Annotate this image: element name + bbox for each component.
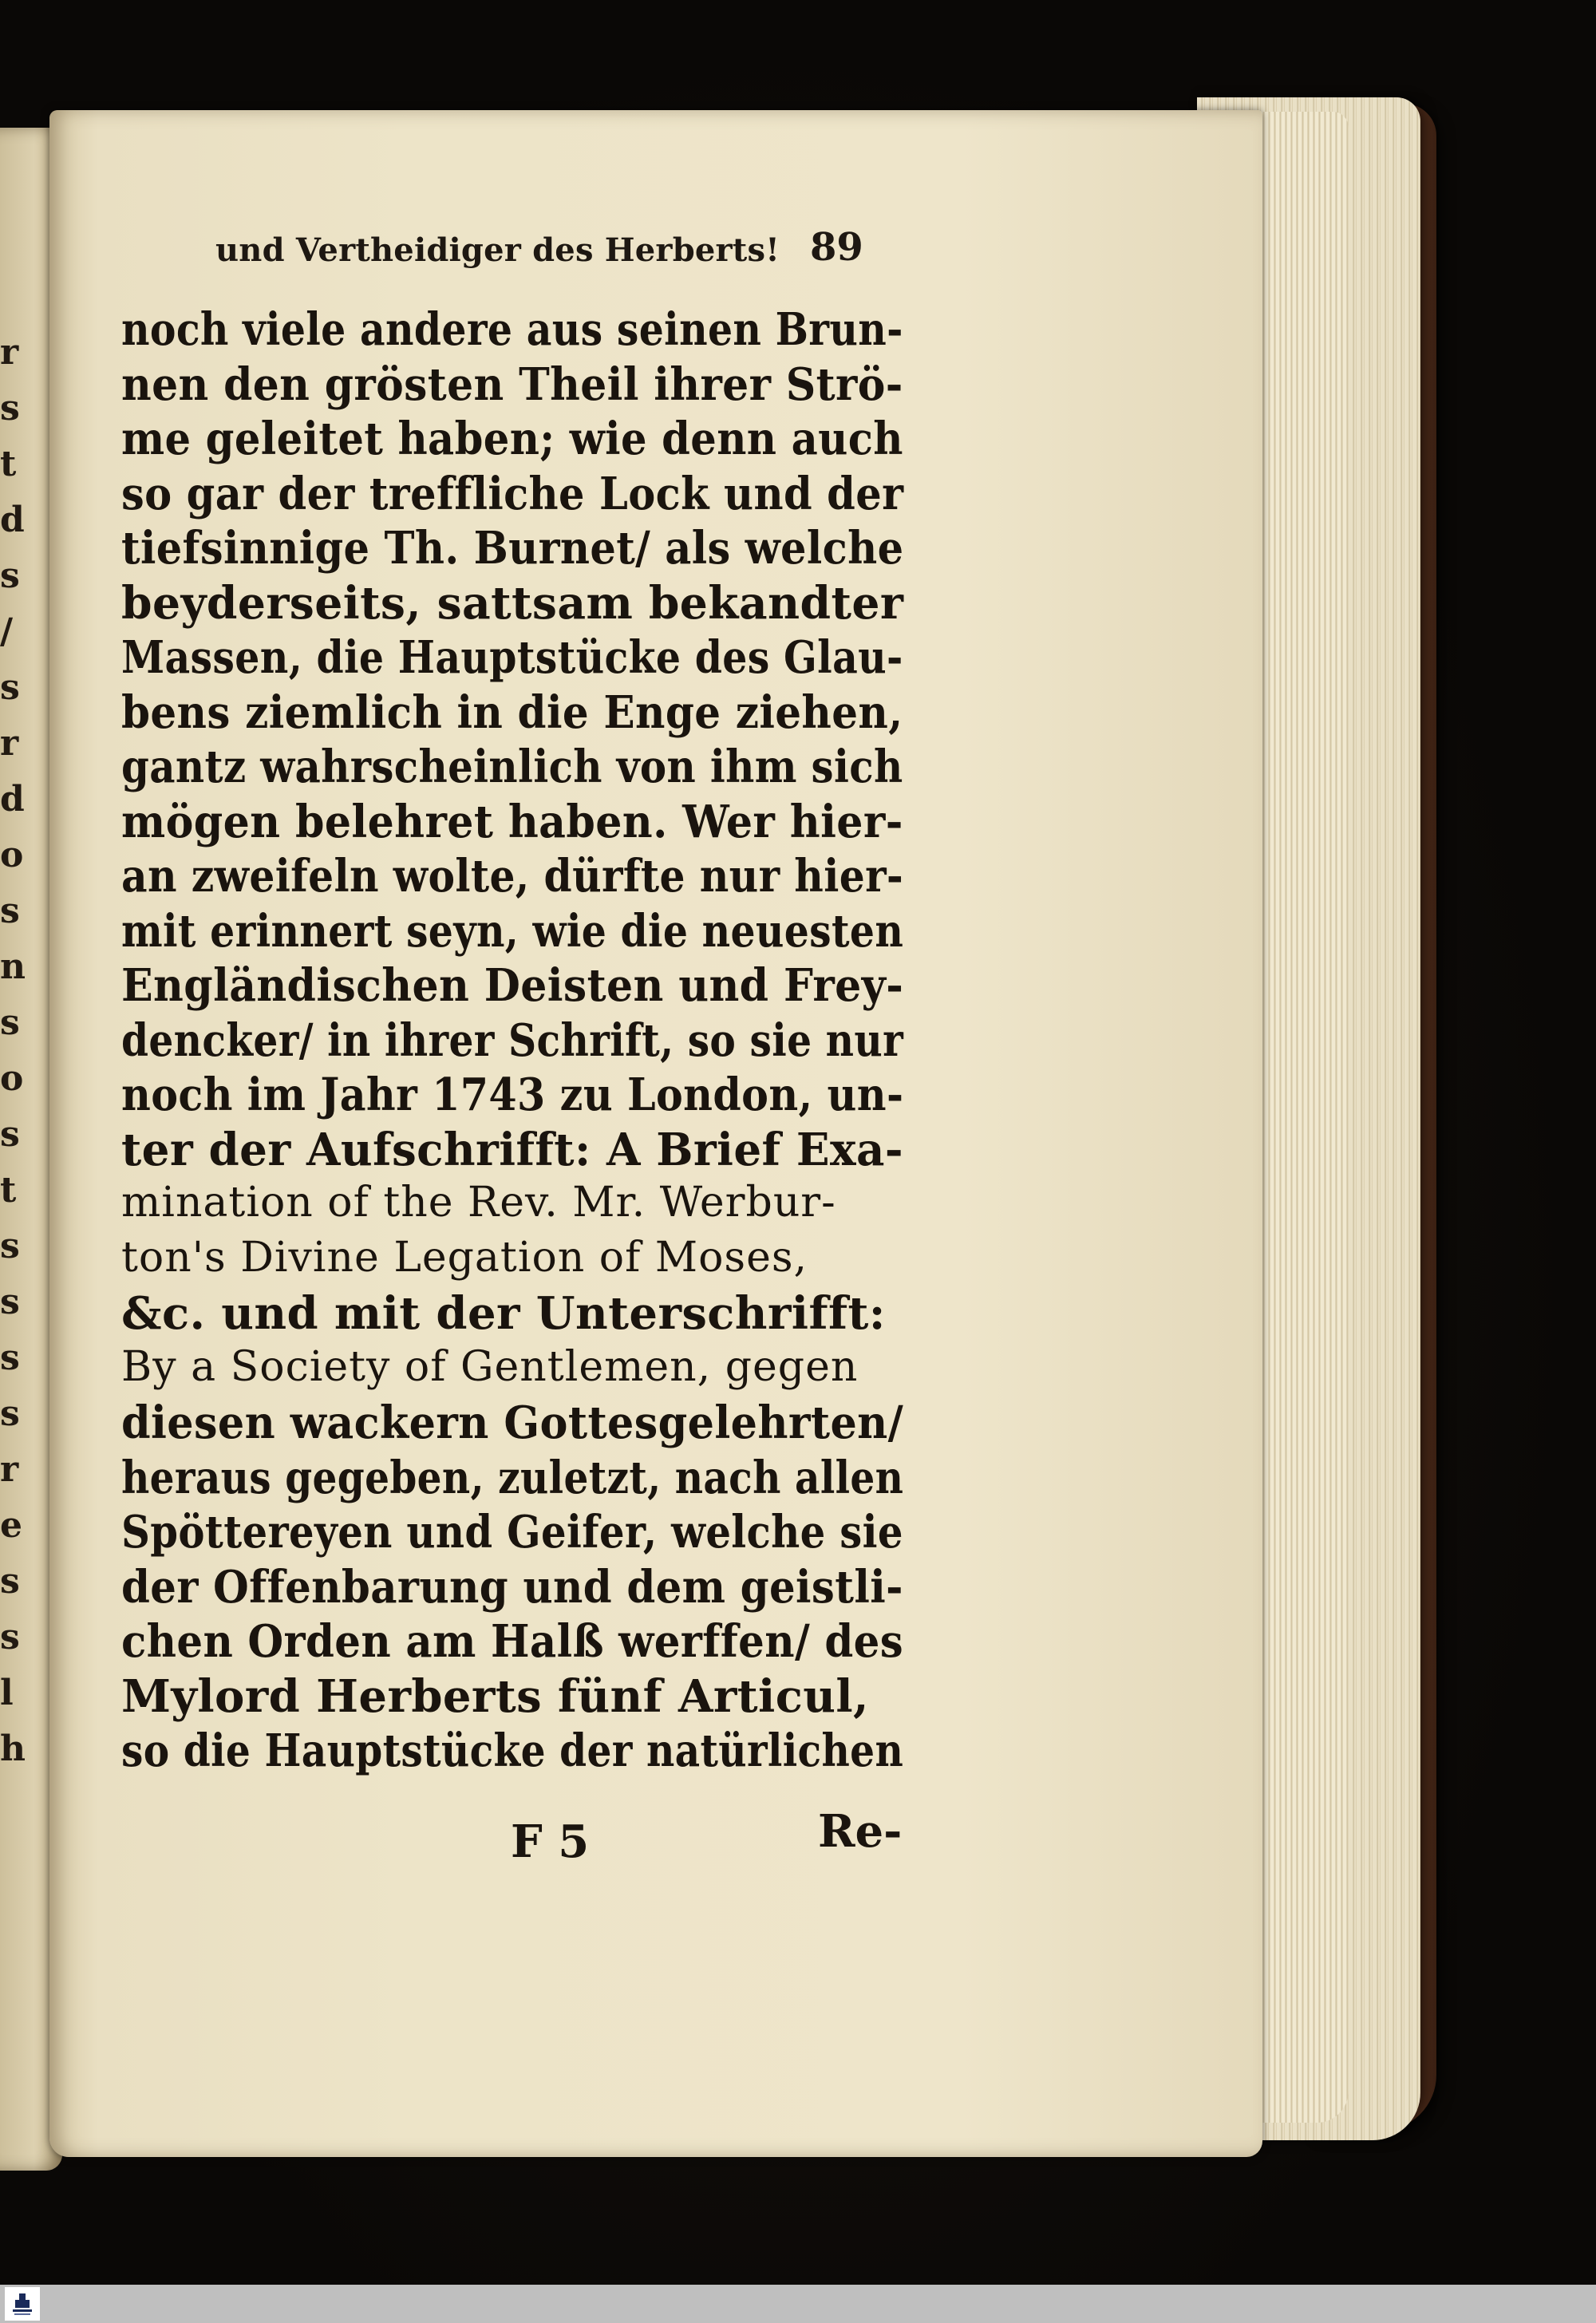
previous-page-letter: o	[0, 1058, 24, 1099]
text-line: gantz wahrscheinlich von ihm sich	[121, 741, 903, 793]
text-line: so gar der treffliche Lock und der	[121, 467, 904, 520]
previous-page-letter: s	[0, 555, 20, 596]
text-line: dencker/ in ihrer Schrift, so sie nur	[121, 1013, 904, 1067]
text-line: chen Orden am Halß werffen/ des	[121, 1615, 904, 1668]
previous-page-letter: n	[0, 946, 26, 987]
previous-page-letter: r	[0, 1449, 19, 1490]
previous-page-letter: s	[0, 1617, 20, 1657]
text-line: tiefsinnige Th. Burnet/ als welche	[121, 522, 904, 575]
text-line: mögen belehret haben. Wer hier-	[121, 795, 903, 848]
previous-page-letter: s	[0, 891, 20, 931]
previous-page-letter: o	[0, 835, 24, 875]
text-line: der Offenbarung und dem geistli-	[121, 1560, 903, 1614]
text-line: ter der Aufschrifft: A Brief Exa-	[121, 1123, 903, 1176]
previous-page-letter: d	[0, 779, 25, 820]
previous-page-letter: h	[0, 1728, 26, 1769]
previous-page-letter: l	[0, 1673, 14, 1713]
text-line: heraus gegeben, zuletzt, nach allen	[121, 1451, 904, 1504]
previous-page-letter: s	[0, 1114, 20, 1155]
previous-page-letter: r	[0, 332, 19, 373]
previous-page-letter: s	[0, 1337, 20, 1378]
previous-page-letter: s	[0, 1393, 20, 1434]
previous-page-letter: r	[0, 723, 19, 764]
text-line: &c. und mit der Unterschrifft:	[121, 1287, 886, 1340]
text-line: ton's Divine Legation of Moses,	[121, 1233, 808, 1282]
running-head: und Vertheidiger des Herberts!	[215, 231, 780, 269]
library-crest-icon	[5, 2287, 40, 2321]
page-header	[215, 225, 878, 281]
previous-page-letter: e	[0, 1505, 22, 1546]
text-line: me geleitet haben; wie denn auch	[121, 413, 903, 465]
text-line: Massen, die Hauptstücke des Glau-	[121, 631, 903, 684]
text-line: diesen wackern Gottesgelehrten/	[121, 1397, 904, 1449]
text-line: Spöttereyen und Geifer, welche sie	[121, 1506, 903, 1559]
text-line: an zweifeln wolte, dürfte nur hier-	[121, 850, 904, 903]
previous-page-letter: s	[0, 388, 20, 429]
previous-page-letter: d	[0, 500, 25, 540]
text-line: mit erinnert seyn, wie die neuesten	[121, 904, 904, 958]
previous-page-letter: s	[0, 1002, 20, 1043]
previous-page-letter: t	[0, 444, 17, 484]
text-line: noch viele andere aus seinen Brun-	[121, 303, 903, 356]
previous-page-letter: /	[0, 611, 14, 652]
text-line: nen den grösten Theil ihrer Strö-	[121, 358, 903, 411]
page-number: 89	[810, 225, 863, 270]
text-line: bens ziemlich in die Enge ziehen,	[121, 685, 903, 739]
previous-page-letter: s	[0, 1282, 20, 1322]
text-line: Engländischen Deisten und Frey-	[121, 959, 904, 1012]
body-text	[121, 303, 904, 1823]
previous-page-letter: s	[0, 1561, 20, 1602]
viewer-footer-bar	[0, 2285, 1596, 2323]
previous-page-letter: s	[0, 667, 20, 708]
text-line: noch im Jahr 1743 zu London, un-	[121, 1069, 904, 1121]
text-line: By a Society of Gentlemen, gegen	[121, 1342, 859, 1391]
text-line: mination of the Rev. Mr. Werbur-	[121, 1179, 836, 1227]
text-line: Mylord Herberts fünf Articul,	[121, 1669, 869, 1723]
previous-page-letter: t	[0, 1170, 17, 1211]
catchword: Re-	[818, 1805, 903, 1858]
signature-mark: F 5	[511, 1815, 590, 1868]
text-line: so die Hauptstücke der natürlichen	[121, 1724, 904, 1777]
text-line: beyderseits, sattsam bekandter	[121, 576, 904, 630]
previous-page-letter: s	[0, 1226, 20, 1266]
